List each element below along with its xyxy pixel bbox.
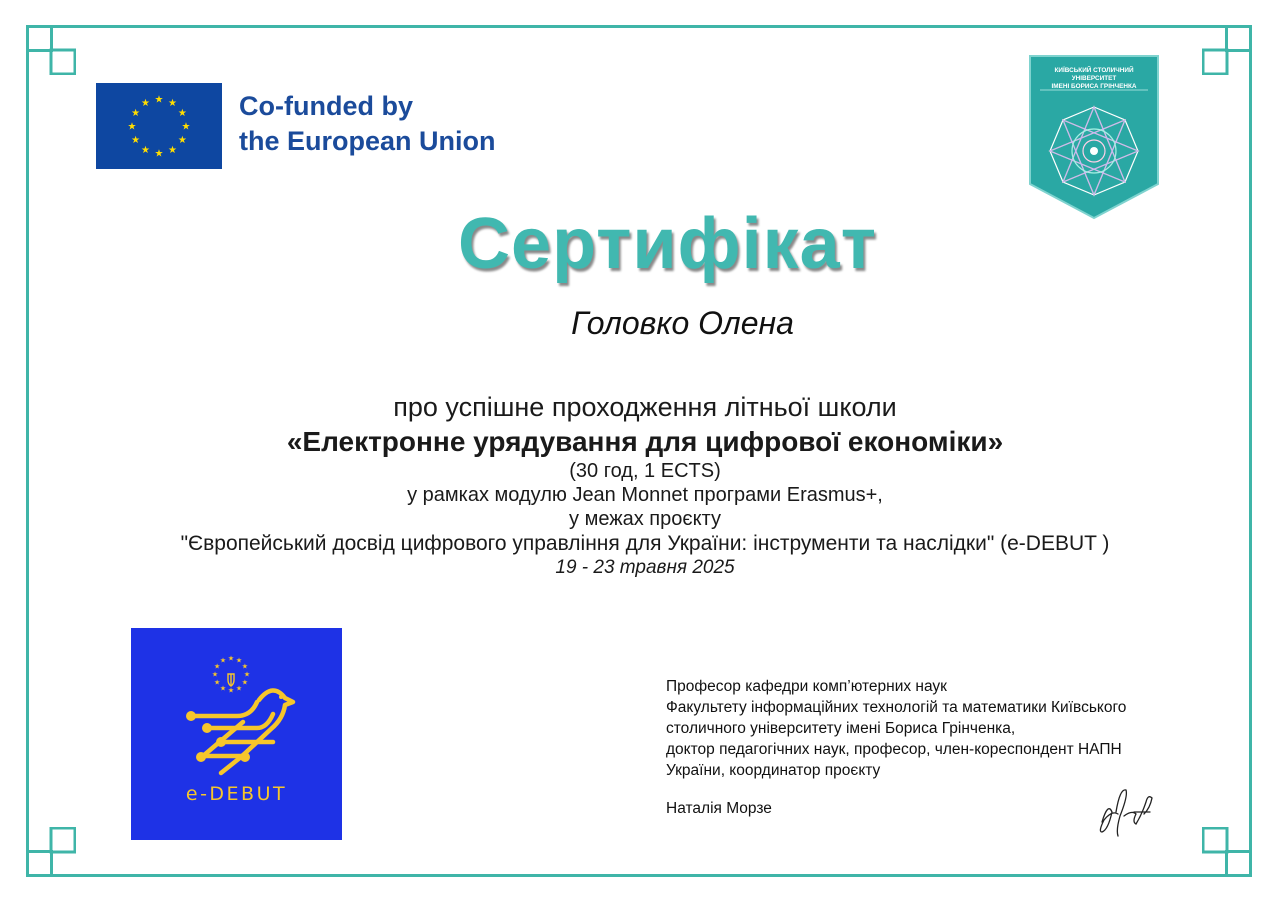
university-name-line-2: ІМЕНІ БОРИСА ГРІНЧЕНКА bbox=[1051, 83, 1137, 90]
corner-ornament-top-left bbox=[26, 25, 76, 75]
star-icon: ★ bbox=[141, 98, 150, 110]
certificate-title: Сертифікат bbox=[458, 204, 877, 284]
course-dates: 19 - 23 травня 2025 bbox=[555, 557, 735, 578]
corner-ornament-top-right bbox=[1202, 25, 1252, 75]
handwritten-signature bbox=[1094, 782, 1164, 842]
star-icon: ★ bbox=[131, 108, 141, 119]
star-icon: ★ bbox=[241, 678, 248, 687]
star-icon: ★ bbox=[168, 98, 177, 110]
corner-ornament-bottom-left bbox=[26, 827, 76, 877]
edebut-logo bbox=[131, 628, 342, 840]
eu-line-2: the European Union bbox=[239, 126, 496, 156]
eu-cofunded-text bbox=[239, 89, 496, 159]
star-icon: ★ bbox=[235, 684, 243, 693]
certificate-body bbox=[0, 389, 1280, 579]
course-hours: (30 год, 1 ECTS) bbox=[569, 460, 721, 482]
star-icon: ★ bbox=[127, 121, 137, 133]
project-title: "Європейський досвід цифрового управління для України: інструменти та наслідки" (e-DEBUT ) bbox=[180, 532, 1110, 555]
university-name-line-1: КИЇВСЬКИЙ СТОЛИЧНИЙ УНІВЕРСИТЕТ bbox=[1054, 67, 1134, 82]
star-icon: ★ bbox=[214, 678, 221, 687]
university-name bbox=[1034, 67, 1154, 91]
star-icon: ★ bbox=[219, 684, 227, 693]
signer-line: України, координатор проєкту bbox=[666, 762, 881, 779]
star-icon: ★ bbox=[131, 135, 141, 146]
recipient-name: Головко Олена bbox=[571, 305, 794, 341]
signer-line: Професор кафедри комп’ютерних наук bbox=[666, 678, 947, 695]
module-line: у рамках модулю Jean Monnet програми Erasmus+, bbox=[407, 484, 883, 506]
star-icon: ★ bbox=[154, 148, 164, 160]
star-icon: ★ bbox=[241, 662, 248, 671]
star-icon: ★ bbox=[243, 670, 251, 679]
edebut-label: e-DEBUT bbox=[185, 783, 288, 805]
star-icon: ★ bbox=[214, 662, 221, 671]
corner-ornament-bottom-right bbox=[1202, 827, 1252, 877]
star-icon: ★ bbox=[219, 656, 227, 665]
star-icon: ★ bbox=[168, 144, 177, 156]
eu-line-1: Co-funded by bbox=[239, 91, 413, 121]
signer-line: столичного університету імені Бориса Грінченка, bbox=[666, 720, 1016, 737]
eu-cofunded-logo bbox=[96, 83, 546, 169]
star-icon: ★ bbox=[227, 686, 235, 695]
signer-name: Наталія Морзе bbox=[666, 800, 772, 817]
star-icon: ★ bbox=[154, 94, 164, 106]
signer-line: доктор педагогічних наук, професор, член-кореспондент НАПН bbox=[666, 741, 1122, 758]
star-icon: ★ bbox=[211, 670, 219, 679]
eu-flag-icon bbox=[96, 83, 222, 169]
course-title: «Електронне урядування для цифрової економіки» bbox=[286, 426, 1004, 457]
star-icon: ★ bbox=[227, 654, 235, 663]
completion-statement: про успішне проходження літньої школи bbox=[393, 392, 897, 422]
star-icon: ★ bbox=[141, 144, 150, 156]
signer-line: Факультету інформаційних технологій та математики Київського bbox=[666, 699, 1127, 716]
dove-circuit-icon bbox=[131, 628, 342, 840]
star-icon: ★ bbox=[177, 135, 187, 146]
star-icon: ★ bbox=[177, 108, 187, 119]
signer-credentials bbox=[666, 676, 1226, 781]
star-icon: ★ bbox=[181, 121, 191, 133]
star-icon: ★ bbox=[235, 656, 243, 665]
university-shield-logo bbox=[1028, 54, 1160, 220]
project-intro: у межах проєкту bbox=[569, 508, 721, 530]
